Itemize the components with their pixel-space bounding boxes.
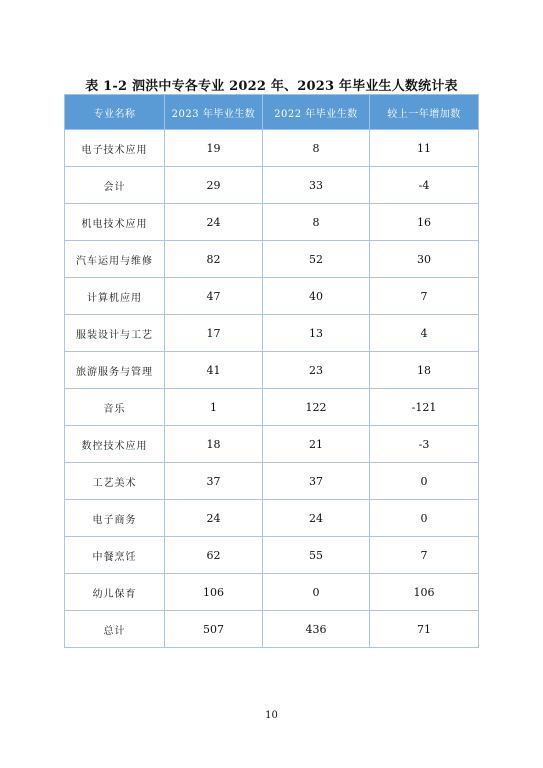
cell-major: 音乐	[65, 389, 165, 426]
table-row	[65, 278, 479, 315]
table-header-row	[65, 95, 479, 130]
cell-major: 电子技术应用	[65, 130, 165, 167]
cell-major: 服装设计与工艺	[65, 315, 165, 352]
cell-2023: 17	[165, 315, 263, 352]
header-increase: 较上一年增加数	[370, 95, 479, 130]
cell-2023: 41	[165, 352, 263, 389]
cell-total-2022: 436	[263, 611, 370, 648]
header-2022-graduates: 2022 年毕业生数	[263, 95, 370, 130]
table-row	[65, 130, 479, 167]
cell-2022: 24	[263, 500, 370, 537]
cell-2023: 29	[165, 167, 263, 204]
graduates-table	[64, 94, 479, 648]
cell-major: 数控技术应用	[65, 426, 165, 463]
cell-increase: 106	[370, 574, 479, 611]
table-caption: 表 1-2 泗洪中专各专业 2022 年、2023 年毕业生人数统计表	[85, 79, 458, 94]
cell-2023: 24	[165, 500, 263, 537]
cell-total-label: 总计	[65, 611, 165, 648]
cell-increase: 4	[370, 315, 479, 352]
cell-2022: 122	[263, 389, 370, 426]
cell-2023: 47	[165, 278, 263, 315]
cell-increase: 0	[370, 500, 479, 537]
cell-2022: 37	[263, 463, 370, 500]
table-total-row	[65, 611, 479, 648]
cell-2022: 40	[263, 278, 370, 315]
cell-total-2023: 507	[165, 611, 263, 648]
cell-major: 旅游服务与管理	[65, 352, 165, 389]
table-row	[65, 537, 479, 574]
table-row	[65, 500, 479, 537]
cell-major: 幼儿保育	[65, 574, 165, 611]
cell-increase: 0	[370, 463, 479, 500]
header-major-name: 专业名称	[65, 95, 165, 130]
cell-major: 机电技术应用	[65, 204, 165, 241]
table-row	[65, 204, 479, 241]
page-number: 10	[265, 710, 278, 721]
cell-increase: 11	[370, 130, 479, 167]
cell-2022: 0	[263, 574, 370, 611]
cell-2023: 18	[165, 426, 263, 463]
cell-major: 会计	[65, 167, 165, 204]
cell-increase: 7	[370, 278, 479, 315]
cell-2022: 8	[263, 130, 370, 167]
cell-2022: 21	[263, 426, 370, 463]
cell-2022: 13	[263, 315, 370, 352]
table-row	[65, 167, 479, 204]
cell-2022: 23	[263, 352, 370, 389]
cell-major: 中餐烹饪	[65, 537, 165, 574]
cell-major: 工艺美术	[65, 463, 165, 500]
cell-major: 电子商务	[65, 500, 165, 537]
cell-increase: 18	[370, 352, 479, 389]
table-row	[65, 352, 479, 389]
cell-2023: 24	[165, 204, 263, 241]
cell-2023: 106	[165, 574, 263, 611]
cell-major: 计算机应用	[65, 278, 165, 315]
cell-2023: 82	[165, 241, 263, 278]
cell-increase: 7	[370, 537, 479, 574]
cell-2022: 33	[263, 167, 370, 204]
table-row	[65, 315, 479, 352]
cell-2022: 52	[263, 241, 370, 278]
header-2023-graduates: 2023 年毕业生数	[165, 95, 263, 130]
cell-2023: 37	[165, 463, 263, 500]
table-row	[65, 426, 479, 463]
table-row	[65, 241, 479, 278]
cell-increase: 16	[370, 204, 479, 241]
table-row	[65, 463, 479, 500]
cell-2023: 62	[165, 537, 263, 574]
cell-2023: 19	[165, 130, 263, 167]
cell-2022: 55	[263, 537, 370, 574]
cell-total-increase: 71	[370, 611, 479, 648]
cell-increase: -4	[370, 167, 479, 204]
cell-increase: -3	[370, 426, 479, 463]
cell-increase: -121	[370, 389, 479, 426]
cell-increase: 30	[370, 241, 479, 278]
cell-major: 汽车运用与维修	[65, 241, 165, 278]
table-row	[65, 389, 479, 426]
cell-2022: 8	[263, 204, 370, 241]
cell-2023: 1	[165, 389, 263, 426]
table-row	[65, 574, 479, 611]
